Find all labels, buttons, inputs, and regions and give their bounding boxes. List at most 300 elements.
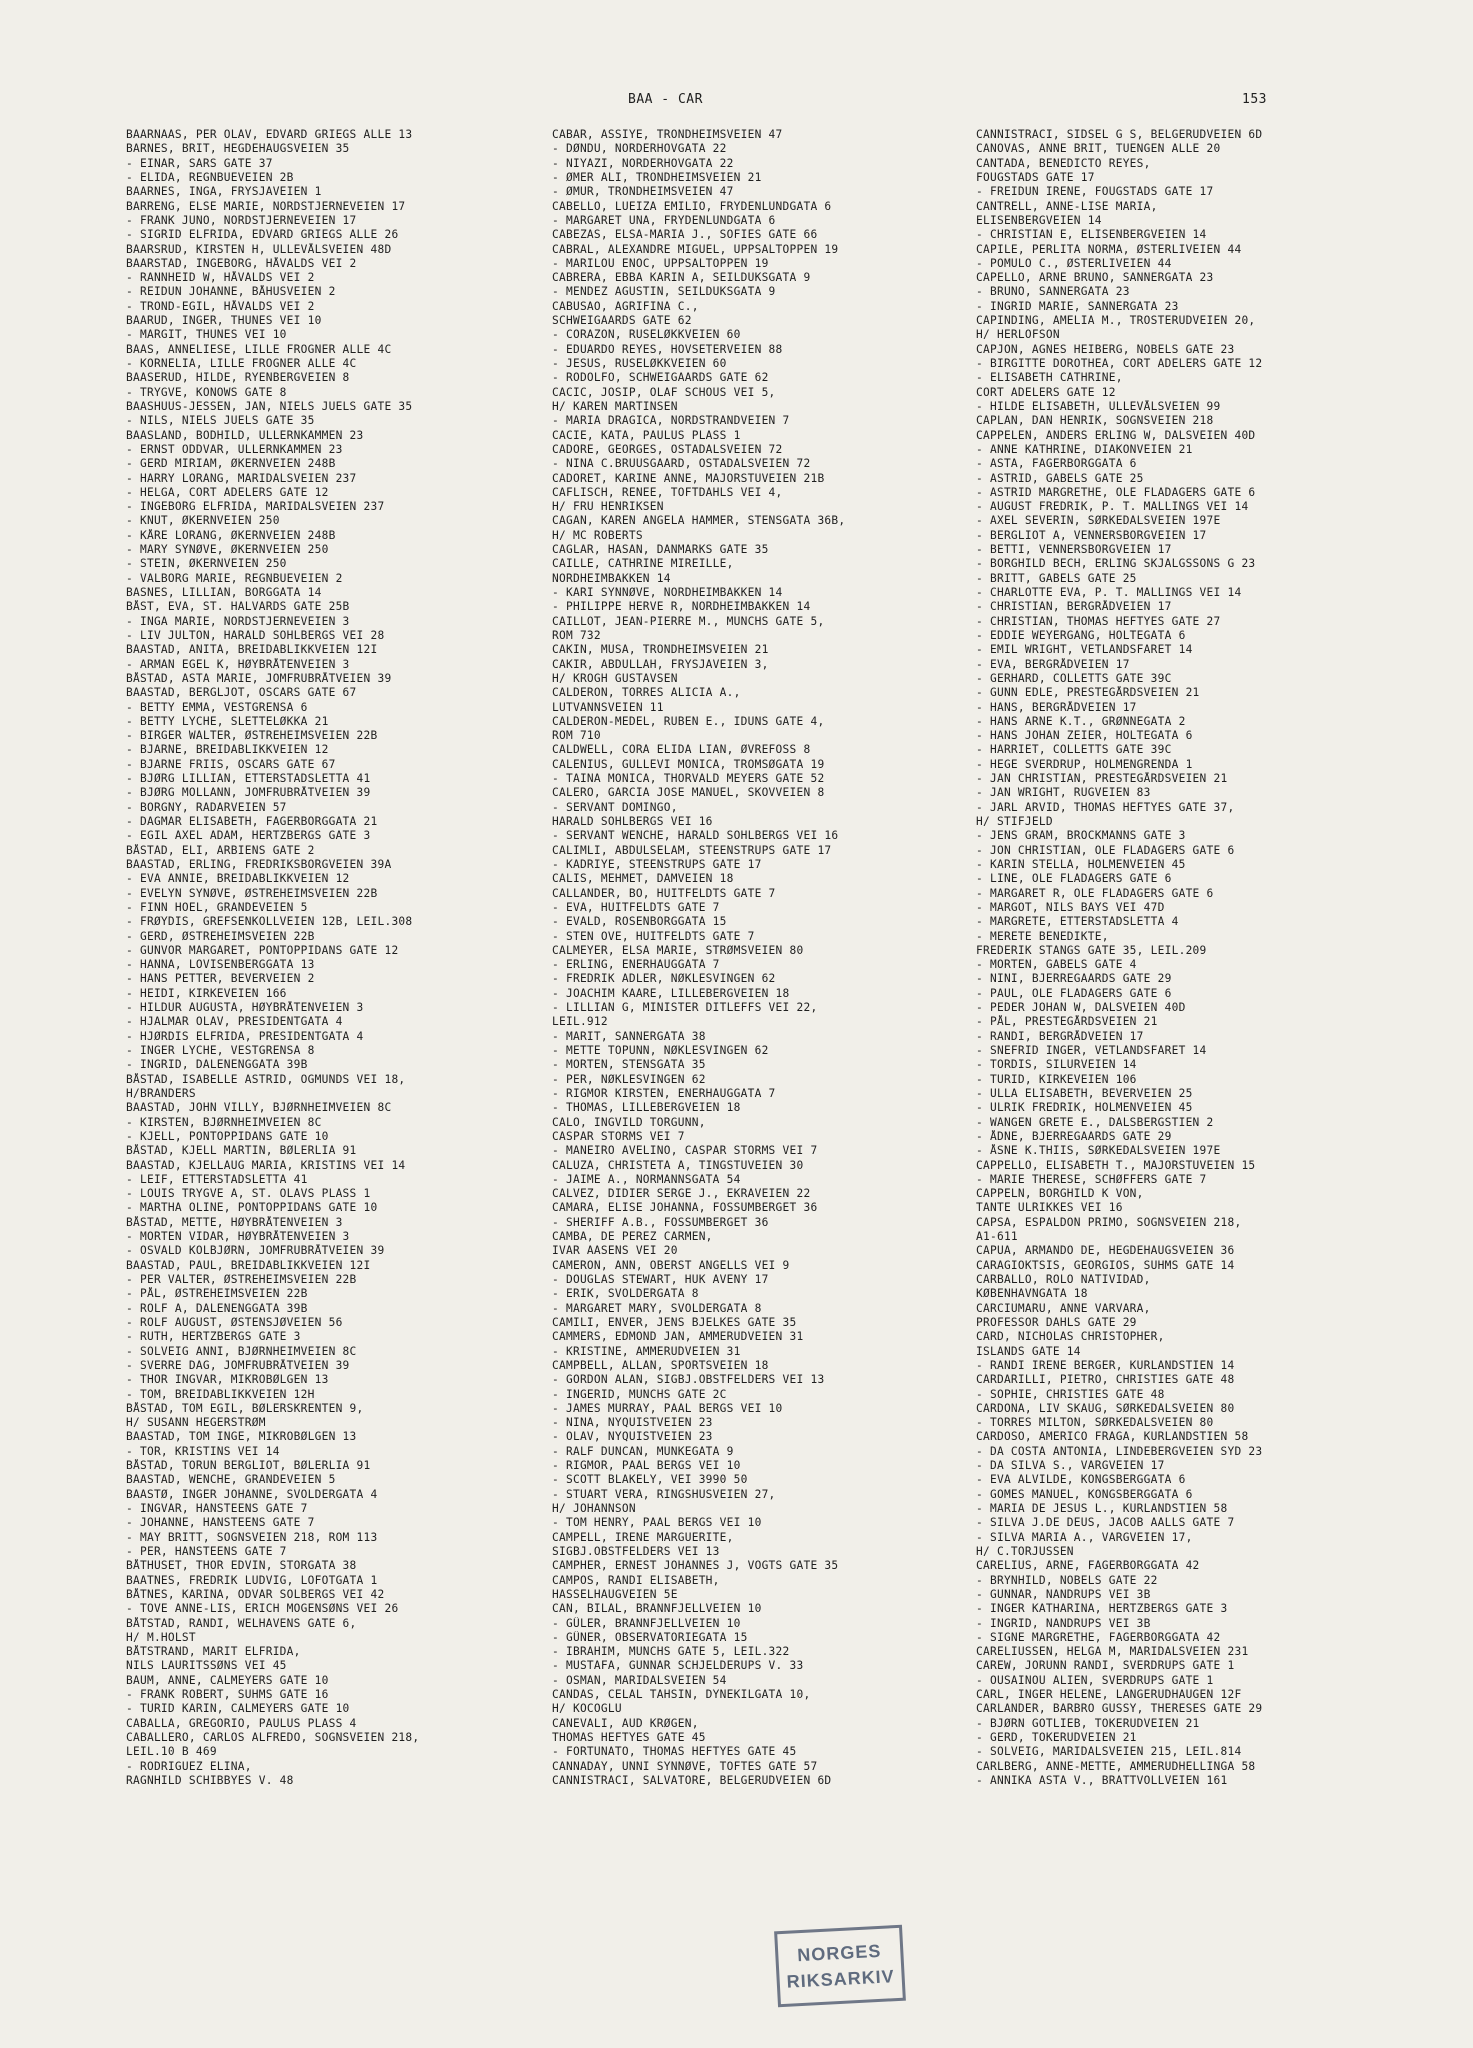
directory-entry: - BJØRN GOTLIEB, TOKERUDVEIEN 21 bbox=[976, 1716, 1200, 1730]
directory-entry: - GERD, TOKERUDVEIEN 21 bbox=[976, 1731, 1137, 1744]
directory-entry: CAPUA, ARMANDO DE, HEGDEHAUGSVEIEN 36 bbox=[976, 1244, 1235, 1258]
directory-entry: - OSMAN, MARIDALSVEIEN 54 bbox=[552, 1673, 727, 1687]
directory-entry: - ANNIKA ASTA V., BRATTVOLLVEIEN 161 bbox=[976, 1773, 1228, 1787]
directory-entry: NILS LAURITSSØNS VEI 45 bbox=[126, 1659, 287, 1673]
directory-entry: - MORTEN, GABELS GATE 4 bbox=[976, 958, 1137, 972]
directory-entry: - MARIE THERESE, SCHØFFERS GATE 7 bbox=[976, 1172, 1207, 1186]
directory-entry: - TOM, BREIDABLIKKVEIEN 12H bbox=[126, 1387, 315, 1401]
directory-entry: - OLAV, NYQUISTVEIEN 23 bbox=[552, 1430, 713, 1444]
directory-entry: CARELIUS, ARNE, FAGERBORGGATA 42 bbox=[976, 1559, 1200, 1573]
directory-entry: - JON CHRISTIAN, OLE FLADAGERS GATE 6 bbox=[976, 843, 1235, 857]
directory-entry: H/ SUSANN HEGERSTRØM bbox=[126, 1416, 266, 1430]
directory-entry: - DØNDU, NORDERHOVGATA 22 bbox=[552, 142, 727, 156]
directory-entry: CARDARILLI, PIETRO, CHRISTIES GATE 48 bbox=[976, 1373, 1235, 1387]
directory-entry: - FRANK ROBERT, SUHMS GATE 16 bbox=[126, 1688, 329, 1702]
directory-entry: CALENIUS, GULLEVI MONICA, TROMSØGATA 19 bbox=[552, 757, 825, 771]
directory-entry: CABELLO, LUEIZA EMILIO, FRYDENLUNDGATA 6 bbox=[552, 199, 832, 213]
directory-entry: - ELIDA, REGNBUEVEIEN 2B bbox=[126, 170, 294, 184]
directory-entry: CANNISTRACI, SALVATORE, BELGERUDVEIEN 6D bbox=[552, 1773, 832, 1787]
directory-entry: - MARIA DRAGICA, NORDSTRANDVEIEN 7 bbox=[552, 414, 790, 428]
directory-entry: - BJARNE, BREIDABLIKKVEIEN 12 bbox=[126, 743, 329, 757]
directory-entry: BAASTAD, ERLING, FREDRIKSBORGVEIEN 39A bbox=[126, 857, 392, 871]
directory-entry: - JESUS, RUSELØKKVEIEN 60 bbox=[552, 357, 727, 370]
directory-entry: - RODOLFO, SCHWEIGAARDS GATE 62 bbox=[552, 371, 769, 385]
directory-entry: - SVERRE DAG, JOMFRUBRÅTVEIEN 39 bbox=[126, 1358, 350, 1372]
directory-entry: - ANNE KATHRINE, DIAKONVEIEN 21 bbox=[976, 442, 1193, 456]
directory-entry: BÅSTAD, TORUN BERGLIOT, BØLERLIA 91 bbox=[126, 1459, 371, 1473]
directory-entry: - HILDE ELISABETH, ULLEVÅLSVEIEN 99 bbox=[976, 399, 1221, 413]
directory-entry: - HANS JOHAN ZEIER, HOLTEGATA 6 bbox=[976, 729, 1193, 743]
directory-entry: BÅTHUSET, THOR EDVIN, STORGATA 38 bbox=[126, 1559, 357, 1573]
directory-entry: - TRYGVE, KONOWS GATE 8 bbox=[126, 385, 287, 399]
directory-entry: CORT ADELERS GATE 12 bbox=[976, 385, 1116, 399]
directory-entry: BÅSTAD, ELI, ARBIENS GATE 2 bbox=[126, 843, 315, 857]
directory-entry: - HANS ARNE K.T., GRØNNEGATA 2 bbox=[976, 714, 1186, 728]
directory-entry: BÅSTAD, METTE, HØYBRÅTENVEIEN 3 bbox=[126, 1215, 343, 1229]
directory-entry: H/ HERLOFSON bbox=[976, 328, 1060, 342]
directory-entry: - SERVANT WENCHE, HARALD SOHLBERGS VEI 16 bbox=[552, 829, 839, 843]
directory-entry: - HILDUR AUGUSTA, HØYBRÅTENVEIEN 3 bbox=[126, 1001, 364, 1015]
directory-entry: - CHRISTIAN, THOMAS HEFTYES GATE 27 bbox=[976, 614, 1221, 628]
directory-entry: CAMERON, ANN, OBERST ANGELLS VEI 9 bbox=[552, 1258, 790, 1272]
directory-entry: - HJALMAR OLAV, PRESIDENTGATA 4 bbox=[126, 1015, 343, 1029]
directory-entry: - JAIME A., NORMANNSGATA 54 bbox=[552, 1172, 741, 1186]
directory-entry: - GÜLER, BRANNFJELLVEIEN 10 bbox=[552, 1616, 741, 1630]
directory-entry: - GÜNER, OBSERVATORIEGATA 15 bbox=[552, 1630, 748, 1644]
directory-entry: - IBRAHIM, MUNCHS GATE 5, LEIL.322 bbox=[552, 1645, 790, 1659]
directory-entry: - PAUL, OLE FLADAGERS GATE 6 bbox=[976, 986, 1172, 1000]
directory-entry: - SCOTT BLAKELY, VEI 3990 50 bbox=[552, 1473, 748, 1487]
directory-entry: - FRØYDIS, GREFSENKOLLVEIEN 12B, LEIL.308 bbox=[126, 915, 413, 929]
directory-entry: - KIRSTEN, BJØRNHEIMVEIEN 8C bbox=[126, 1115, 322, 1129]
directory-entry: BAASTAD, JOHN VILLY, BJØRNHEIMVEIEN 8C bbox=[126, 1101, 392, 1115]
directory-entry: - LEIF, ETTERSTADSLETTA 41 bbox=[126, 1172, 308, 1186]
directory-entry: - DOUGLAS STEWART, HUK AVENY 17 bbox=[552, 1273, 769, 1286]
directory-entry: CARELIUSSEN, HELGA M, MARIDALSVEIEN 231 bbox=[976, 1645, 1249, 1659]
directory-entry: BÅSTAD, ISABELLE ASTRID, OGMUNDS VEI 18, bbox=[126, 1072, 406, 1086]
directory-entry: - AXEL SEVERIN, SØRKEDALSVEIEN 197E bbox=[976, 514, 1221, 528]
directory-entry: - BRYNHILD, NOBELS GATE 22 bbox=[976, 1573, 1158, 1587]
directory-entry: CALMEYER, ELSA MARIE, STRØMSVEIEN 80 bbox=[552, 943, 804, 957]
directory-entry: FREDERIK STANGS GATE 35, LEIL.209 bbox=[976, 943, 1207, 957]
directory-entry: - TORRES MILTON, SØRKEDALSVEIEN 80 bbox=[976, 1416, 1214, 1430]
directory-entry: - INGER KATHARINA, HERTZBERGS GATE 3 bbox=[976, 1602, 1228, 1616]
directory-entry: - POMULO C., ØSTERLIVEIEN 44 bbox=[976, 256, 1172, 270]
directory-entry: ROM 710 bbox=[552, 729, 601, 743]
directory-entry: - PHILIPPE HERVE R, NORDHEIMBAKKEN 14 bbox=[552, 600, 811, 614]
directory-entry: - KJELL, PONTOPPIDANS GATE 10 bbox=[126, 1129, 329, 1143]
directory-entry: - MARIT, SANNERGATA 38 bbox=[552, 1029, 706, 1043]
directory-entry: - DA COSTA ANTONIA, LINDEBERGVEIEN SYD 23 bbox=[976, 1444, 1263, 1458]
directory-entry: BÅTSTAD, RANDI, WELHAVENS GATE 6, bbox=[126, 1616, 357, 1630]
directory-entry: - BETTY LYCHE, SLETTELØKKA 21 bbox=[126, 714, 329, 728]
directory-entry: BAASTAD, BERGLJOT, OSCARS GATE 67 bbox=[126, 686, 357, 700]
directory-entry: BAASLAND, BODHILD, ULLERNKAMMEN 23 bbox=[126, 428, 364, 442]
directory-entry: - TOM HENRY, PAAL BERGS VEI 10 bbox=[552, 1516, 762, 1530]
directory-entry: - BERGLIOT A, VENNERSBORGVEIEN 17 bbox=[976, 528, 1207, 542]
directory-entry: CALUZA, CHRISTETA A, TINGSTUVEIEN 30 bbox=[552, 1158, 804, 1172]
directory-entry: - THOR INGVAR, MIKROBØLGEN 13 bbox=[126, 1373, 329, 1387]
directory-entry: - SOLVEIG ANNI, BJØRNHEIMVEIEN 8C bbox=[126, 1344, 357, 1358]
directory-entry: BÅTNES, KARINA, ODVAR SOLBERGS VEI 42 bbox=[126, 1587, 385, 1601]
directory-entry: - NINA C.BRUUSGAARD, OSTADALSVEIEN 72 bbox=[552, 457, 811, 471]
directory-entry: CAPJON, AGNES HEIBERG, NOBELS GATE 23 bbox=[976, 342, 1235, 356]
directory-entry: - MARGARET R, OLE FLADAGERS GATE 6 bbox=[976, 886, 1214, 900]
directory-entry: H/BRANDERS bbox=[126, 1086, 196, 1100]
directory-entry: - JOACHIM KAARE, LILLEBERGVEIEN 18 bbox=[552, 986, 790, 1000]
directory-entry: - HANNA, LOVISENBERGGATA 13 bbox=[126, 958, 315, 972]
directory-entry: H/ M.HOLST bbox=[126, 1630, 196, 1644]
directory-entry: - TOR, KRISTINS VEI 14 bbox=[126, 1444, 280, 1458]
directory-entry: BAARUD, INGER, THUNES VEI 10 bbox=[126, 314, 322, 328]
directory-entry: - HARRY LORANG, MARIDALSVEIEN 237 bbox=[126, 471, 357, 485]
directory-entry: CAGLAR, HASAN, DANMARKS GATE 35 bbox=[552, 543, 769, 557]
directory-entry: - MAY BRITT, SOGNSVEIEN 218, ROM 113 bbox=[126, 1530, 378, 1544]
directory-entry: CALDERON-MEDEL, RUBEN E., IDUNS GATE 4, bbox=[552, 714, 825, 728]
directory-entry: - ERLING, ENERHAUGGATA 7 bbox=[552, 958, 720, 972]
directory-entry: CAKIN, MUSA, TRONDHEIMSVEIEN 21 bbox=[552, 643, 769, 657]
directory-entry: - ØMER ALI, TRONDHEIMSVEIEN 21 bbox=[552, 170, 762, 184]
directory-entry: BAASTAD, KJELLAUG MARIA, KRISTINS VEI 14 bbox=[126, 1158, 406, 1172]
directory-entry: CARLANDER, BARBRO GUSSY, THERESES GATE 29 bbox=[976, 1702, 1263, 1716]
directory-entry: H/ C.TORJUSSEN bbox=[976, 1544, 1074, 1558]
directory-entry: - ULLA ELISABETH, BEVERVEIEN 25 bbox=[976, 1086, 1193, 1100]
directory-entry: CAMMERS, EDMOND JAN, AMMERUDVEIEN 31 bbox=[552, 1330, 804, 1344]
directory-entry: - CHRISTIAN E, ELISENBERGVEIEN 14 bbox=[976, 228, 1207, 242]
directory-entry: CAMPOS, RANDI ELISABETH, bbox=[552, 1573, 720, 1587]
directory-entry: - RIGMOR KIRSTEN, ENERHAUGGATA 7 bbox=[552, 1086, 776, 1100]
directory-entry: - BORGHILD BECH, ERLING SKJALGSSONS G 23 bbox=[976, 557, 1256, 571]
archive-stamp bbox=[774, 1925, 906, 2008]
directory-entry: BAASTØ, INGER JOHANNE, SVOLDERGATA 4 bbox=[126, 1487, 378, 1501]
directory-entry: - HARRIET, COLLETTS GATE 39C bbox=[976, 743, 1172, 757]
directory-entry: CAKIR, ABDULLAH, FRYSJAVEIEN 3, bbox=[552, 657, 769, 671]
directory-entry: - OUSAINOU ALIEN, SVERDRUPS GATE 1 bbox=[976, 1673, 1214, 1687]
directory-entry: BARNES, BRIT, HEGDEHAUGSVEIEN 35 bbox=[126, 142, 350, 156]
directory-entry: - ULRIK FREDRIK, HOLMENVEIEN 45 bbox=[976, 1101, 1193, 1115]
directory-entry: - SOPHIE, CHRISTIES GATE 48 bbox=[976, 1387, 1165, 1401]
directory-entry: CARBALLO, ROLO NATIVIDAD, bbox=[976, 1273, 1151, 1286]
directory-entry: BAASERUD, HILDE, RYENBERGVEIEN 8 bbox=[126, 371, 350, 385]
directory-entry: - INGERID, MUNCHS GATE 2C bbox=[552, 1387, 727, 1401]
directory-entry: CABUSAO, AGRIFINA C., bbox=[552, 299, 699, 313]
directory-entry: CAMILI, ENVER, JENS BJELKES GATE 35 bbox=[552, 1315, 797, 1329]
directory-entry: H/ MC ROBERTS bbox=[552, 528, 643, 542]
directory-entry: - TAINA MONICA, THORVALD MEYERS GATE 52 bbox=[552, 772, 825, 786]
directory-entry: - PÅL, ØSTREHEIMSVEIEN 22B bbox=[126, 1287, 308, 1301]
directory-entry: - FREIDUN IRENE, FOUGSTADS GATE 17 bbox=[976, 185, 1214, 199]
directory-entry: - SHERIFF A.B., FOSSUMBERGET 36 bbox=[552, 1215, 769, 1229]
directory-entry: - MANEIRO AVELINO, CASPAR STORMS VEI 7 bbox=[552, 1144, 818, 1158]
directory-entry: - MUSTAFA, GUNNAR SCHJELDERUPS V. 33 bbox=[552, 1659, 804, 1673]
directory-entry: - MARGARET MARY, SVOLDERGATA 8 bbox=[552, 1301, 762, 1315]
directory-entry: CADORET, KARINE ANNE, MAJORSTUVEIEN 21B bbox=[552, 471, 825, 485]
directory-entry: BAATNES, FREDRIK LUDVIG, LOFOTGATA 1 bbox=[126, 1573, 378, 1587]
directory-entry: - RANDI IRENE BERGER, KURLANDSTIEN 14 bbox=[976, 1358, 1235, 1372]
directory-entry: BAASHUUS-JESSEN, JAN, NIELS JUELS GATE 35 bbox=[126, 399, 413, 413]
directory-entry: - BJØRG LILLIAN, ETTERSTADSLETTA 41 bbox=[126, 772, 371, 786]
directory-entry: CALDWELL, CORA ELIDA LIAN, ØVREFOSS 8 bbox=[552, 743, 811, 757]
directory-entry: BAAS, ANNELIESE, LILLE FROGNER ALLE 4C bbox=[126, 342, 392, 356]
directory-entry: CANTADA, BENEDICTO REYES, bbox=[976, 156, 1151, 170]
directory-entry: - KARI SYNNØVE, NORDHEIMBAKKEN 14 bbox=[552, 586, 783, 599]
directory-entry: LUTVANNSVEIEN 11 bbox=[552, 700, 664, 714]
directory-entry: CAILLE, CATHRINE MIREILLE, bbox=[552, 557, 734, 571]
directory-entry: - SIGNE MARGRETHE, FAGERBORGGATA 42 bbox=[976, 1630, 1221, 1644]
directory-entry: SIGBJ.OBSTFELDERS VEI 13 bbox=[552, 1544, 720, 1558]
directory-entry: - BIRGER WALTER, ØSTREHEIMSVEIEN 22B bbox=[126, 729, 378, 743]
directory-entry: - RIGMOR, PAAL BERGS VEI 10 bbox=[552, 1459, 741, 1473]
directory-entry: - FINN HOEL, GRANDEVEIEN 5 bbox=[126, 900, 308, 914]
directory-entry: - ASTRID MARGRETHE, OLE FLADAGERS GATE 6 bbox=[976, 485, 1256, 499]
directory-entry: - TURID KARIN, CALMEYERS GATE 10 bbox=[126, 1702, 350, 1716]
directory-entry: BAASTAD, TOM INGE, MIKROBØLGEN 13 bbox=[126, 1430, 357, 1444]
directory-entry: - KADRIYE, STEENSTRUPS GATE 17 bbox=[552, 857, 762, 871]
directory-entry: - HELGA, CORT ADELERS GATE 12 bbox=[126, 485, 329, 499]
directory-entry: - REIDUN JOHANNE, BÅHUSVEIEN 2 bbox=[126, 285, 336, 299]
directory-entry: CABALLA, GREGORIO, PAULUS PLASS 4 bbox=[126, 1716, 357, 1730]
directory-entry: - MARY SYNØVE, ØKERNVEIEN 250 bbox=[126, 543, 329, 557]
directory-column-1 bbox=[126, 128, 530, 1788]
directory-entry: - ASTA, FAGERBORGGATA 6 bbox=[976, 457, 1137, 471]
directory-entry: CAPSA, ESPALDON PRIMO, SOGNSVEIEN 218, bbox=[976, 1215, 1242, 1229]
directory-entry: - ÅSNE K.THIIS, SØRKEDALSVEIEN 197E bbox=[976, 1144, 1221, 1158]
directory-entry: CARL, INGER HELENE, LANGERUDHAUGEN 12F bbox=[976, 1688, 1242, 1702]
directory-entry: H/ FRU HENRIKSEN bbox=[552, 500, 664, 514]
directory-entry: - STEN OVE, HUITFELDTS GATE 7 bbox=[552, 929, 755, 943]
directory-entry: - GERD, ØSTREHEIMSVEIEN 22B bbox=[126, 929, 315, 943]
directory-entry: - STEIN, ØKERNVEIEN 250 bbox=[126, 557, 287, 571]
directory-entry: BAASTAD, ANITA, BREIDABLIKKVEIEN 12I bbox=[126, 643, 378, 657]
directory-entry: - GORDON ALAN, SIGBJ.OBSTFELDERS VEI 13 bbox=[552, 1373, 825, 1387]
directory-entry: - PEDER JOHAN W, DALSVEIEN 40D bbox=[976, 1001, 1186, 1015]
directory-entry: CARDOSO, AMERICO FRAGA, KURLANDSTIEN 58 bbox=[976, 1430, 1249, 1444]
directory-entry: - PÅL, PRESTEGÅRDSVEIEN 21 bbox=[976, 1015, 1158, 1029]
directory-entry: - NINA, NYQUISTVEIEN 23 bbox=[552, 1416, 713, 1430]
directory-entry: BAARNAAS, PER OLAV, EDVARD GRIEGS ALLE 13 bbox=[126, 128, 413, 141]
directory-entry: - OSVALD KOLBJØRN, JOMFRUBRÅTVEIEN 39 bbox=[126, 1244, 385, 1258]
directory-entry: CALLANDER, BO, HUITFELDTS GATE 7 bbox=[552, 886, 776, 900]
directory-entry: - BRITT, GABELS GATE 25 bbox=[976, 571, 1137, 585]
directory-entry: - EVA, HUITFELDTS GATE 7 bbox=[552, 900, 720, 914]
directory-entry: CANDAS, CELAL TAHSIN, DYNEKILGATA 10, bbox=[552, 1688, 811, 1702]
directory-entry: - ROLF A, DALENENGGATA 39B bbox=[126, 1301, 308, 1315]
directory-entry: - RANDI, BERGRÅDVEIEN 17 bbox=[976, 1029, 1144, 1043]
directory-entry: CADORE, GEORGES, OSTADALSVEIEN 72 bbox=[552, 442, 783, 456]
directory-entry: BAUM, ANNE, CALMEYERS GATE 10 bbox=[126, 1673, 329, 1687]
directory-entry: PROFESSOR DAHLS GATE 29 bbox=[976, 1315, 1137, 1329]
directory-entry: - JENS GRAM, BROCKMANNS GATE 3 bbox=[976, 829, 1186, 843]
directory-entry: CANTRELL, ANNE-LISE MARIA, bbox=[976, 199, 1158, 213]
directory-entry: - JARL ARVID, THOMAS HEFTYES GATE 37, bbox=[976, 800, 1235, 814]
directory-entry: KØBENHAVNGATA 18 bbox=[976, 1287, 1088, 1301]
directory-entry: - NIYAZI, NORDERHOVGATA 22 bbox=[552, 156, 734, 170]
directory-entry: THOMAS HEFTYES GATE 45 bbox=[552, 1731, 706, 1744]
directory-entry: - PER VALTER, ØSTREHEIMSVEIEN 22B bbox=[126, 1273, 357, 1286]
directory-entry: H/ JOHANNSON bbox=[552, 1502, 636, 1515]
directory-entry: BÅSTAD, KJELL MARTIN, BØLERLIA 91 bbox=[126, 1144, 357, 1158]
directory-entry: - LIV JULTON, HARALD SOHLBERGS VEI 28 bbox=[126, 628, 385, 642]
directory-column-3 bbox=[976, 128, 1388, 1788]
directory-entry: - EVA ANNIE, BREIDABLIKKVEIEN 12 bbox=[126, 872, 350, 886]
directory-entry: - GUNN EDLE, PRESTEGÅRDSVEIEN 21 bbox=[976, 686, 1200, 700]
directory-entry: - CHARLOTTE EVA, P. T. MALLINGS VEI 14 bbox=[976, 586, 1242, 599]
directory-entry: ROM 732 bbox=[552, 628, 601, 642]
directory-entry: CASPAR STORMS VEI 7 bbox=[552, 1129, 685, 1143]
directory-entry: - EVELYN SYNØVE, ØSTREHEIMSVEIEN 22B bbox=[126, 886, 378, 900]
directory-entry: - ROLF AUGUST, ØSTENSJØVEIEN 56 bbox=[126, 1315, 343, 1329]
directory-entry: - BRUNO, SANNERGATA 23 bbox=[976, 285, 1130, 299]
directory-entry: - ERIK, SVOLDERGATA 8 bbox=[552, 1287, 699, 1301]
directory-entry: - INGRID, NANDRUPS VEI 3B bbox=[976, 1616, 1151, 1630]
directory-entry: - SOLVEIG, MARIDALSVEIEN 215, LEIL.814 bbox=[976, 1745, 1242, 1759]
directory-entry: CAFLISCH, RENEE, TOFTDAHLS VEI 4, bbox=[552, 485, 783, 499]
directory-entry: - BORGNY, RADARVEIEN 57 bbox=[126, 800, 287, 814]
directory-entry: - BJARNE FRIIS, OSCARS GATE 67 bbox=[126, 757, 336, 771]
directory-entry: - HANS, BERGRÅDVEIEN 17 bbox=[976, 700, 1137, 714]
directory-entry: - EDDIE WEYERGANG, HOLTEGATA 6 bbox=[976, 628, 1186, 642]
directory-entry: - GOMES MANUEL, KONGSBERGGATA 6 bbox=[976, 1487, 1193, 1501]
directory-entry: CARAGIOKTSIS, GEORGIOS, SUHMS GATE 14 bbox=[976, 1258, 1235, 1272]
directory-entry: - KÅRE LORANG, ØKERNVEIEN 248B bbox=[126, 528, 336, 542]
directory-entry: - SILVA J.DE DEUS, JACOB AALLS GATE 7 bbox=[976, 1516, 1235, 1530]
directory-entry: - GERHARD, COLLETTS GATE 39C bbox=[976, 671, 1172, 685]
directory-entry: H/ KOCOGLU bbox=[552, 1702, 622, 1716]
directory-entry: - TROND-EGIL, HÅVALDS VEI 2 bbox=[126, 299, 315, 313]
directory-entry: - VALBORG MARIE, REGNBUEVEIEN 2 bbox=[126, 571, 343, 585]
directory-entry: - GUNVOR MARGARET, PONTOPPIDANS GATE 12 bbox=[126, 943, 399, 957]
directory-entry: CAGAN, KAREN ANGELA HAMMER, STENSGATA 36B, bbox=[552, 514, 846, 528]
directory-entry: CAPPELEN, ANDERS ERLING W, DALSVEIEN 40D bbox=[976, 428, 1256, 442]
directory-entry: - EMIL WRIGHT, VETLANDSFARET 14 bbox=[976, 643, 1193, 657]
directory-entry: CAPPELN, BORGHILD K VON, bbox=[976, 1187, 1144, 1201]
directory-entry: - TURID, KIRKEVEIEN 106 bbox=[976, 1072, 1137, 1086]
directory-entry: CAMPELL, IRENE MARGUERITE, bbox=[552, 1530, 734, 1544]
directory-entry: - RANNHEID W, HÅVALDS VEI 2 bbox=[126, 271, 315, 285]
directory-entry: - HJØRDIS ELFRIDA, PRESIDENTGATA 4 bbox=[126, 1029, 364, 1043]
directory-entry: CALIMLI, ABDULSELAM, STEENSTRUPS GATE 17 bbox=[552, 843, 832, 857]
directory-entry: - MARILOU ENOC, UPPSALTOPPEN 19 bbox=[552, 256, 769, 270]
directory-entry: CAN, BILAL, BRANNFJELLVEIEN 10 bbox=[552, 1602, 762, 1616]
directory-entry: H/ KAREN MARTINSEN bbox=[552, 399, 678, 413]
directory-entry: - MORTEN, STENSGATA 35 bbox=[552, 1058, 706, 1072]
directory-entry: - FRANK JUNO, NORDSTJERNEVEIEN 17 bbox=[126, 213, 357, 227]
directory-entry: LEIL.10 B 469 bbox=[126, 1745, 217, 1759]
directory-entry: - SERVANT DOMINGO, bbox=[552, 800, 678, 814]
directory-entry: - DAGMAR ELISABETH, FAGERBORGGATA 21 bbox=[126, 815, 378, 828]
directory-entry: CARLBERG, ANNE-METTE, AMMERUDHELLINGA 58 bbox=[976, 1759, 1256, 1773]
stamp-line-2: RIKSARKIV bbox=[786, 1966, 896, 1992]
directory-entry: - MARTHA OLINE, PONTOPPIDANS GATE 10 bbox=[126, 1201, 378, 1215]
directory-entry: - SNEFRID INGER, VETLANDSFARET 14 bbox=[976, 1044, 1207, 1057]
directory-entry: HARALD SOHLBERGS VEI 16 bbox=[552, 815, 713, 828]
directory-entry: - BETTY EMMA, VESTGRENSA 6 bbox=[126, 700, 308, 714]
directory-entry: BÅSTAD, TOM EGIL, BØLERSKRENTEN 9, bbox=[126, 1401, 364, 1415]
directory-entry: - KNUT, ØKERNVEIEN 250 bbox=[126, 514, 280, 528]
directory-entry: - JAMES MURRAY, PAAL BERGS VEI 10 bbox=[552, 1401, 783, 1415]
directory-entry: - METTE TOPUNN, NØKLESVINGEN 62 bbox=[552, 1044, 769, 1057]
directory-entry: - RUTH, HERTZBERGS GATE 3 bbox=[126, 1330, 301, 1344]
directory-entry: - KORNELIA, LILLE FROGNER ALLE 4C bbox=[126, 357, 357, 370]
directory-entry: - BJØRG MOLLANN, JOMFRUBRÅTVEIEN 39 bbox=[126, 786, 371, 800]
directory-entry: - BIRGITTE DOROTHEA, CORT ADELERS GATE 12 bbox=[976, 357, 1263, 370]
directory-entry: BAARSTAD, INGEBORG, HÅVALDS VEI 2 bbox=[126, 256, 357, 270]
directory-entry: - ERNST ODDVAR, ULLERNKAMMEN 23 bbox=[126, 442, 343, 456]
page-number: 153 bbox=[1242, 92, 1267, 107]
directory-entry: - BETTI, VENNERSBORGVEIEN 17 bbox=[976, 543, 1172, 557]
directory-entry: - PER, NØKLESVINGEN 62 bbox=[552, 1072, 706, 1086]
directory-entry: - CORAZON, RUSELØKKVEIEN 60 bbox=[552, 328, 741, 342]
directory-entry: - RALF DUNCAN, MUNKEGATA 9 bbox=[552, 1444, 734, 1458]
directory-entry: - INGA MARIE, NORDSTJERNEVEIEN 3 bbox=[126, 614, 350, 628]
directory-entry: - MARGRETE, ETTERSTADSLETTA 4 bbox=[976, 915, 1179, 929]
directory-entry: - EGIL AXEL ADAM, HERTZBERGS GATE 3 bbox=[126, 829, 371, 843]
directory-entry: - MORTEN VIDAR, HØYBRÅTENVEIEN 3 bbox=[126, 1230, 350, 1244]
directory-entry: - NINI, BJERREGAARDS GATE 29 bbox=[976, 972, 1172, 986]
directory-entry: - HANS PETTER, BEVERVEIEN 2 bbox=[126, 972, 315, 986]
directory-column-2 bbox=[552, 128, 958, 1788]
directory-entry: BÅSTAD, ASTA MARIE, JOMFRUBRÅTVEIEN 39 bbox=[126, 671, 392, 685]
directory-entry: CAMPBELL, ALLAN, SPORTSVEIEN 18 bbox=[552, 1358, 769, 1372]
directory-entry: - ARMAN EGEL K, HØYBRÅTENVEIEN 3 bbox=[126, 657, 350, 671]
directory-entry: CABEZAS, ELSA-MARIA J., SOFIES GATE 66 bbox=[552, 228, 818, 242]
directory-entry: ISLANDS GATE 14 bbox=[976, 1344, 1081, 1358]
directory-entry: - FREDRIK ADLER, NØKLESVINGEN 62 bbox=[552, 972, 776, 986]
directory-entry: - JAN CHRISTIAN, PRESTEGÅRDSVEIEN 21 bbox=[976, 772, 1228, 786]
directory-entry: - INGRID, DALENENGGATA 39B bbox=[126, 1058, 308, 1072]
directory-entry: - EVA, BERGRÅDVEIEN 17 bbox=[976, 657, 1130, 671]
directory-entry: CALDERON, TORRES ALICIA A., bbox=[552, 686, 741, 700]
directory-entry: CAMPHER, ERNEST JOHANNES J, VOGTS GATE 35 bbox=[552, 1559, 839, 1573]
directory-entry: CANEVALI, AUD KRØGEN, bbox=[552, 1716, 699, 1730]
directory-entry: CAPILE, PERLITA NORMA, ØSTERLIVEIEN 44 bbox=[976, 242, 1242, 256]
directory-entry: BAARNES, INGA, FRYSJAVEIEN 1 bbox=[126, 185, 322, 199]
directory-entry: CANOVAS, ANNE BRIT, TUENGEN ALLE 20 bbox=[976, 142, 1221, 156]
directory-entry: BAARSRUD, KIRSTEN H, ULLEVÅLSVEIEN 48D bbox=[126, 242, 392, 256]
directory-entry: - AUGUST FREDRIK, P. T. MALLINGS VEI 14 bbox=[976, 500, 1249, 514]
directory-entry: - KARIN STELLA, HOLMENVEIEN 45 bbox=[976, 857, 1186, 871]
directory-entry: - SILVA MARIA A., VARGVEIEN 17, bbox=[976, 1530, 1193, 1544]
directory-entry: NORDHEIMBAKKEN 14 bbox=[552, 571, 671, 585]
directory-entry: - ØMUR, TRONDHEIMSVEIEN 47 bbox=[552, 185, 734, 199]
directory-entry: ELISENBERGVEIEN 14 bbox=[976, 213, 1102, 227]
directory-entry: CAPINDING, AMELIA M., TROSTERUDVEIEN 20, bbox=[976, 314, 1256, 328]
directory-entry: - GERD MIRIAM, ØKERNVEIEN 248B bbox=[126, 457, 336, 471]
directory-entry: - ÅDNE, BJERREGAARDS GATE 29 bbox=[976, 1129, 1172, 1143]
directory-entry: SCHWEIGAARDS GATE 62 bbox=[552, 314, 692, 328]
directory-entry: CABALLERO, CARLOS ALFREDO, SOGNSVEIEN 218, bbox=[126, 1731, 420, 1744]
directory-entry: - FORTUNATO, THOMAS HEFTYES GATE 45 bbox=[552, 1745, 797, 1759]
directory-entry: - ASTRID, GABELS GATE 25 bbox=[976, 471, 1144, 485]
directory-entry: - SIGRID ELFRIDA, EDVARD GRIEGS ALLE 26 bbox=[126, 228, 399, 242]
directory-entry: - THOMAS, LILLEBERGVEIEN 18 bbox=[552, 1101, 741, 1115]
directory-entry: - MARGARET UNA, FRYDENLUNDGATA 6 bbox=[552, 213, 776, 227]
directory-entry: FOUGSTADS GATE 17 bbox=[976, 170, 1095, 184]
directory-entry: - MARIA DE JESUS L., KURLANDSTIEN 58 bbox=[976, 1502, 1228, 1515]
directory-entry: - INGRID MARIE, SANNERGATA 23 bbox=[976, 299, 1179, 313]
directory-entry: BÅTSTRAND, MARIT ELFRIDA, bbox=[126, 1645, 301, 1659]
directory-entry: BASNES, LILLIAN, BORGGATA 14 bbox=[126, 586, 322, 599]
directory-entry: - JAN WRIGHT, RUGVEIEN 83 bbox=[976, 786, 1151, 800]
directory-entry: - TORDIS, SILURVEIEN 14 bbox=[976, 1058, 1137, 1072]
directory-entry: H/ KROGH GUSTAVSEN bbox=[552, 671, 678, 685]
directory-entry: - EDUARDO REYES, HOVSETERVEIEN 88 bbox=[552, 342, 783, 356]
directory-entry: - HEGE SVERDRUP, HOLMENGRENDA 1 bbox=[976, 757, 1193, 771]
directory-entry: CAMARA, ELISE JOHANNA, FOSSUMBERGET 36 bbox=[552, 1201, 818, 1215]
directory-entry: IVAR AASENS VEI 20 bbox=[552, 1244, 678, 1258]
directory-entry: - LILLIAN G, MINISTER DITLEFFS VEI 22, bbox=[552, 1001, 818, 1015]
directory-entry: CACIE, KATA, PAULUS PLASS 1 bbox=[552, 428, 741, 442]
